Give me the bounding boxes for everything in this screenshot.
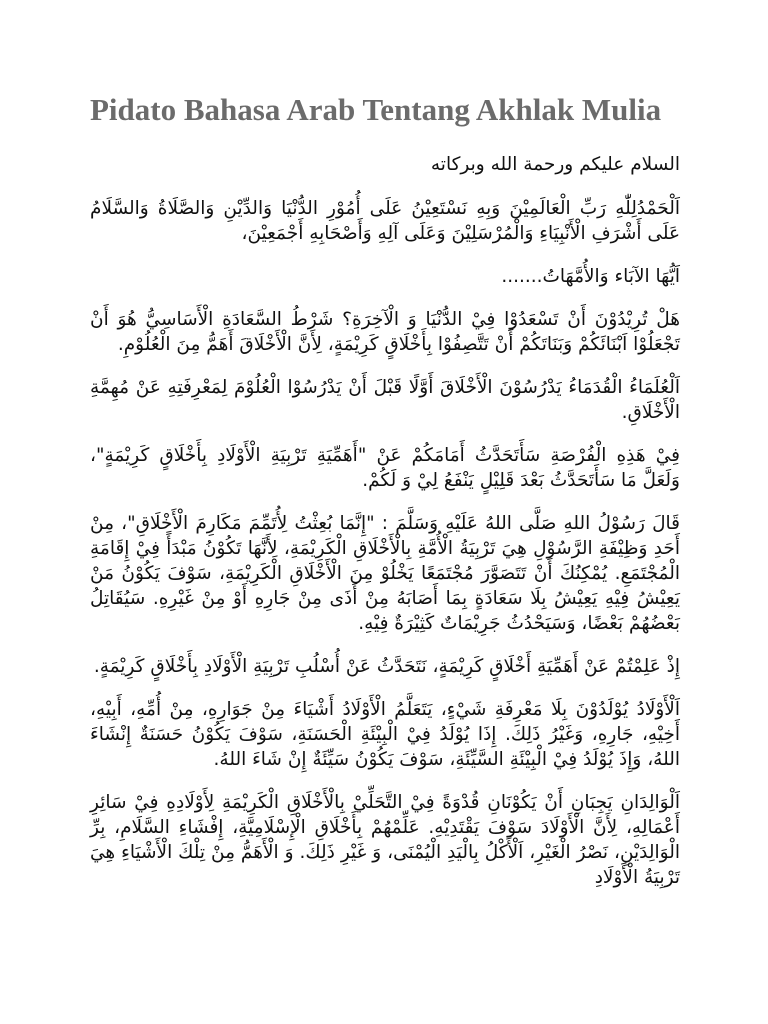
greeting-paragraph: السلام عليكم ورحمة الله وبركاته (430, 154, 680, 175)
audience-address-paragraph: اَيُّهَا الآبَاء وَالأُمَّهَاتُ....... (501, 266, 680, 287)
body-paragraph: اَلْوَالِدَانِ يَجِبَانِ أَنْ يَكُوْنَانِ قُدْوَةً فِيْ التَّحَلِّيْ بِالْأَخْلَاقِ الْكَرِيْمَةِ لِأَوْلَادِهِ فِيْ سَائِرِ أَعْمَالِهِ، لِأَنَّ الْأَوْلَادَ سَوْفَ يَقْتَدِيْهِ. عَلِّمْهُمْ بِأَخْلَاقِ الْإِسْلَامِيَّةِ، إِفْشَاءِ السَّلَامِ، بِرِّ الْوَالِدَيْنِ، نَصْرُ الْغَيْرِ، اَلْأَكْلُ بِالْيَدِ الْيُمْنَى، وَ غَيْرِ ذَلِكَ. وَ الْأَهَمُّ مِنْ تِلْكَ الْأَشْيَاءِ هِيَ تَرْبِيَةُ الْأَوْلَادِ (90, 792, 680, 888)
body-paragraph: قَالَ رَسُوْلُ اللهِ صَلَّى اللهُ عَلَيْهِ وَسَلَّمَ : "إِنَّمَا بُعِثْتُ لِأُتَمِّمَ مَكَارِمَ الْأَخْلَاقِ"، مِنْ أَحَدِ وَظِيْفَةِ الرَّسُوْلِ هِيَ تَرْبِيَةُ الْأُمَّةِ بِالْأَخْلَاقِ الْكَرِيْمَةِ، لِأَنَّهَا تَكُوْنُ مَبْدَأً فِيْ إِقَامَةِ الْمُجْتَمَعِ. يُمْكِنُكَ أَنْ تَتَصَوَّرَ مُجْتَمَعًا يَخْلُوْ مِنَ الْأَخْلَاقِ الْكَرِيْمَةِ، سَوْفَ يَكُوْنُ مَنْ يَعِيْشُ فِيْهِ يَعِيْشُ بِلَا سَعَادَةٍ بِمَا أَصَابَهُ مِنْ أَذَى مِنْ جَارِهِ أَوْ مِنْ غَيْرِهِ. سَيُقَاتِلُ بَعْضُهُمْ بَعْضًا، وَسَيَحْدُثُ جَرِيْمَاتٌ كَثِيْرَةٌ فِيْهِ. (90, 513, 680, 634)
body-paragraph: هَلْ تُرِيْدُوْنَ أَنْ تَسْعَدُوْا فِيْ الدُّنْيَا وَ الْآخِرَةِ؟ شَرْطُ السَّعَادَةِ الْأَسَاسِيُّ هُوَ أَنْ تَجْعَلُوْا اَبْنَائَكُمْ وَبَنَاتَكُمْ أَنْ تَتَّصِفُوْا بِأَخْلَاقٍ كَرِيْمَةٍ، لِأَنَّ الْأَخْلَاقَ أَهَمُّ مِنَ الْعُلُوْمِ. (90, 309, 680, 355)
opening-praise-paragraph: اَلْحَمْدُلِلّٰهِ رَبِّ الْعَالَمِيْنَ وَبِهِ نَسْتَعِيْنُ عَلَى أُمُوْرِ الدُّنْيَا وَالدِّيْنِ وَالصَّلَاةُ وَالسَّلَامُ عَلَى أَشْرَفِ الْأَنْبِيَاءِ وَالْمُرْسَلِيْنَ وَعَلَى آلِهِ وَأَصْحَابِهِ أَجْمَعِيْنَ، (90, 198, 680, 244)
document-title: Pidato Bahasa Arab Tentang Akhlak Mulia (90, 92, 662, 127)
body-paragraph: اَلْعُلَمَاءُ الْقُدَمَاءُ يَدْرُسُوْنَ الْأَخْلَاقَ أَوَّلًا قَبْلَ أَنْ يَدْرُسُوْا الْعُلُوْمَ لِمَعْرِفَتِهِ عَنْ مُهِمَّةِ الْأَخْلَاقِ. (90, 377, 680, 423)
body-paragraph: اَلْأَوْلَادُ يُوْلَدُوْنَ بِلَا مَعْرِفَةِ شَيْءٍ، يَتَعَلَّمُ الْأَوْلَادُ أَشْيَاءَ مِنْ جَوَارِهِ، مِنْ أُمِّهِ، أَبِيْهِ، أَخِيْهِ، جَارِهِ، وَغَيْرُ ذَلِكَ. إِذَا يُوْلَدُ فِيْ الْبِيْئَةِ الْحَسَنَةِ، سَوْفَ يَكُوْنُ حَسَنَةٌ إِنْشَاءَ اللهُ، وَإِذَ يُوْلَدُ فِيْ الْبِيْئَةِ السَّيِّئَةِ، سَوْفَ يَكُوْنُ سَيِّئَةٌ إِنْ شَاءَ اللهُ. (90, 699, 680, 770)
body-paragraph: فِيْ هَذِهِ الْفُرْصَةِ سَأَتَحَدَّثُ أَمَامَكُمْ عَنْ "أَهَمِّيَةِ تَرْبِيَةِ الْأَوْلَادِ بِأَخْلَاقٍ كَرِيْمَةٍ"، وَلَعَلَّ مَا سَأَتَحَدَّثُ بَعْدَ قَلِيْلٍ يَنْفَعُ لِيْ وَ لَكُمْ. (90, 445, 680, 491)
body-paragraph: إِذْ عَلِمْتُمْ عَنْ أَهَمِّيَةِ أَخْلَاقٍ كَرِيْمَةٍ، نَتَحَدَّثُ عَنْ أُسْلُبِ تَرْبِيَةِ الْأَوْلَادِ بِأَخْلَاقٍ كَرِيْمَةٍ. (93, 656, 680, 677)
